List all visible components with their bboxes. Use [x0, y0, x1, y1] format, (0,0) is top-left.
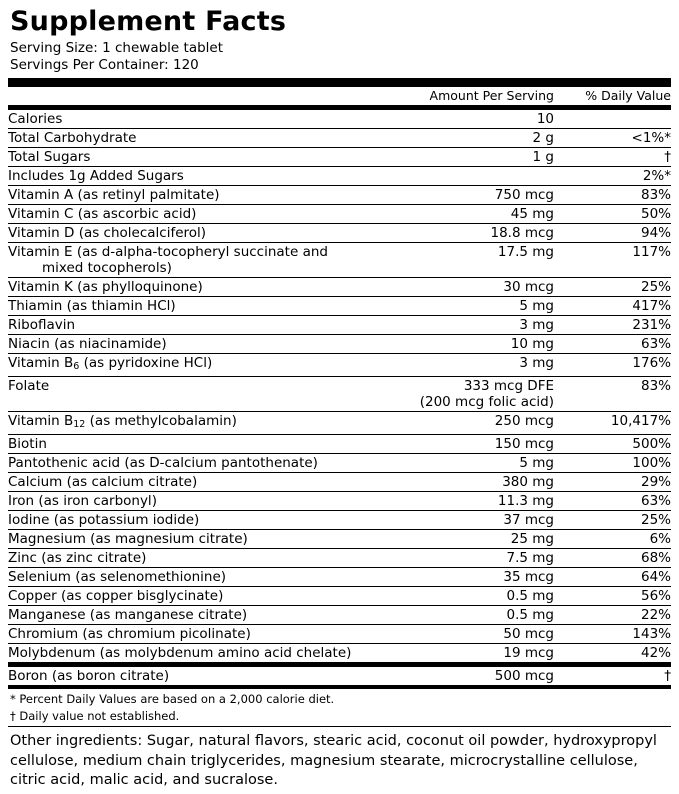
- nutrition-rows-table: [8, 110, 671, 663]
- table-row: [8, 511, 671, 530]
- table-row: [8, 435, 671, 454]
- panel-title: Supplement Facts: [10, 6, 287, 37]
- table-row: [8, 412, 671, 435]
- nutrient-amount: 2 g: [376, 129, 554, 148]
- table-row: [8, 454, 671, 473]
- boron-table: [8, 667, 671, 685]
- nutrition-header-table: [8, 87, 671, 106]
- nutrient-name: Vitamin E (as d-alpha-tocopheryl succinate and mixed tocopherols): [8, 243, 376, 278]
- nutrient-amount: 50 mcg: [376, 625, 554, 644]
- nutrient-daily-value: [554, 110, 671, 129]
- nutrient-name: Vitamin C (as ascorbic acid): [8, 205, 376, 224]
- nutrient-name: Vitamin $B_{12}$ (as methylcobalamin): [8, 412, 376, 435]
- divider-thin-bottom: [8, 726, 671, 727]
- nutrient-daily-value: 22%: [554, 606, 671, 625]
- nutrient-name: Manganese (as manganese citrate): [8, 606, 376, 625]
- nutrient-name: Calcium (as calcium citrate): [8, 473, 376, 492]
- nutrient-daily-value: 117%: [554, 243, 671, 278]
- nutrient-name: Magnesium (as magnesium citrate): [8, 530, 376, 549]
- nutrient-amount: 500 mcg: [494, 668, 554, 684]
- nutrient-amount: 11.3 mg: [376, 492, 554, 511]
- nutrient-amount: 5 mg: [376, 297, 554, 316]
- table-row: [8, 473, 671, 492]
- nutrient-amount: 5 mg: [376, 454, 554, 473]
- nutrient-amount: 150 mcg: [376, 435, 554, 454]
- nutrient-daily-value: 68%: [554, 549, 671, 568]
- nutrient-daily-value: 56%: [554, 587, 671, 606]
- nutrient-daily-value: 500%: [554, 435, 671, 454]
- nutrient-amount: 25 mg: [376, 530, 554, 549]
- nutrient-daily-value: 63%: [554, 492, 671, 511]
- nutrient-name: Calories: [8, 110, 376, 129]
- nutrient-name: Iodine (as potassium iodide): [8, 511, 376, 530]
- header-amount-per-serving: Amount Per Serving: [376, 87, 554, 106]
- footnote-percent-daily-value: * Percent Daily Values are based on a 2,000 calorie diet.: [10, 692, 335, 706]
- table-row: [8, 644, 671, 663]
- servings-per-container: Servings Per Container: 120: [10, 57, 199, 73]
- table-row: [8, 316, 671, 335]
- table-row: [8, 587, 671, 606]
- table-row: [8, 335, 671, 354]
- header-daily-value: % Daily Value: [554, 87, 671, 106]
- other-ingredients: Other ingredients: Sugar, natural flavors, stearic acid, coconut oil powder, hydroxypropyl cellulose, medium chain triglycerides, magnesium stearate, microcrystalline cellulose, citric acid, malic acid, and sucralose.: [10, 733, 657, 788]
- nutrient-daily-value: †: [664, 668, 671, 684]
- nutrient-amount: 10: [376, 110, 554, 129]
- table-row: [8, 129, 671, 148]
- table-row: [8, 625, 671, 644]
- nutrient-daily-value: 10,417%: [554, 412, 671, 435]
- nutrient-amount: 3 mg: [376, 316, 554, 335]
- nutrient-name: Folate: [8, 377, 376, 412]
- table-row: [8, 297, 671, 316]
- nutrient-amount: 1 g: [376, 148, 554, 167]
- nutrient-daily-value: 176%: [554, 354, 671, 377]
- header-spacer: [8, 87, 376, 106]
- table-row: [8, 148, 671, 167]
- nutrient-daily-value: 29%: [554, 473, 671, 492]
- nutrient-amount: 3 mg: [376, 354, 554, 377]
- nutrient-daily-value: 50%: [554, 205, 671, 224]
- nutrient-daily-value: 83%: [554, 377, 671, 412]
- nutrient-name: Copper (as copper bisglycinate): [8, 587, 376, 606]
- nutrient-amount: 19 mcg: [376, 644, 554, 663]
- nutrient-daily-value: 2%*: [554, 167, 671, 186]
- nutrient-amount: 380 mg: [376, 473, 554, 492]
- nutrient-daily-value: 83%: [554, 186, 671, 205]
- nutrient-name: Vitamin K (as phylloquinone): [8, 278, 376, 297]
- table-row: [8, 492, 671, 511]
- nutrient-daily-value: 25%: [554, 278, 671, 297]
- nutrient-daily-value: 100%: [554, 454, 671, 473]
- table-row: [8, 278, 671, 297]
- nutrient-name: Zinc (as zinc citrate): [8, 549, 376, 568]
- nutrient-name: Total Carbohydrate: [8, 129, 376, 148]
- table-row: [8, 186, 671, 205]
- table-row: [8, 243, 671, 278]
- nutrient-name: Biotin: [8, 435, 376, 454]
- footnote-daily-value-not-established: † Daily value not established.: [10, 709, 180, 723]
- nutrient-daily-value: †: [554, 148, 671, 167]
- nutrient-daily-value: 64%: [554, 568, 671, 587]
- nutrient-amount: 333 mcg DFE (200 mcg folic acid): [376, 377, 554, 412]
- nutrient-amount: 7.5 mg: [376, 549, 554, 568]
- nutrient-name: Vitamin $B_6$ (as pyridoxine HCl): [8, 354, 376, 377]
- nutrient-amount: 30 mcg: [376, 278, 554, 297]
- nutrient-amount: 37 mcg: [376, 511, 554, 530]
- table-row: [8, 167, 671, 186]
- nutrient-name: Chromium (as chromium picolinate): [8, 625, 376, 644]
- nutrient-amount: 17.5 mg: [376, 243, 554, 278]
- divider-thick-top: [8, 78, 671, 87]
- table-header-row: [8, 87, 671, 106]
- table-row: [8, 224, 671, 243]
- nutrient-name: Thiamin (as thiamin HCl): [8, 297, 376, 316]
- nutrient-name: Iron (as iron carbonyl): [8, 492, 376, 511]
- nutrient-daily-value: 143%: [554, 625, 671, 644]
- table-row: [8, 354, 671, 377]
- table-row: [8, 110, 671, 129]
- nutrient-name: Vitamin D (as cholecalciferol): [8, 224, 376, 243]
- divider-med-footnotes: [8, 685, 671, 689]
- nutrient-name: Molybdenum (as molybdenum amino acid chelate): [8, 644, 376, 663]
- nutrient-daily-value: 94%: [554, 224, 671, 243]
- nutrient-amount: 250 mcg: [376, 412, 554, 435]
- nutrient-name: Includes 1g Added Sugars: [8, 167, 376, 186]
- nutrient-amount: 45 mg: [376, 205, 554, 224]
- nutrient-name: Pantothenic acid (as D-calcium pantothenate): [8, 454, 376, 473]
- serving-size: Serving Size: 1 chewable tablet: [10, 40, 224, 56]
- nutrient-amount: 750 mcg: [376, 186, 554, 205]
- nutrient-name: Total Sugars: [8, 148, 376, 167]
- nutrient-amount: 10 mg: [376, 335, 554, 354]
- table-row: [8, 568, 671, 587]
- nutrient-daily-value: 6%: [554, 530, 671, 549]
- nutrient-name: Riboflavin: [8, 316, 376, 335]
- table-row: [8, 667, 671, 685]
- nutrient-name: Boron (as boron citrate): [8, 668, 170, 684]
- nutrient-daily-value: 25%: [554, 511, 671, 530]
- nutrient-daily-value: 63%: [554, 335, 671, 354]
- nutrient-amount: 0.5 mg: [376, 587, 554, 606]
- nutrient-amount: [376, 167, 554, 186]
- table-row: [8, 549, 671, 568]
- nutrient-amount: 35 mcg: [376, 568, 554, 587]
- table-row: [8, 606, 671, 625]
- nutrient-name: Selenium (as selenomethionine): [8, 568, 376, 587]
- nutrient-daily-value: 417%: [554, 297, 671, 316]
- table-row: [8, 377, 671, 412]
- nutrient-name: Vitamin A (as retinyl palmitate): [8, 186, 376, 205]
- nutrient-daily-value: <1%*: [554, 129, 671, 148]
- table-row: [8, 205, 671, 224]
- nutrient-amount: 0.5 mg: [376, 606, 554, 625]
- nutrient-daily-value: 231%: [554, 316, 671, 335]
- nutrient-amount: 18.8 mcg: [376, 224, 554, 243]
- nutrient-daily-value: 42%: [554, 644, 671, 663]
- table-row: [8, 530, 671, 549]
- nutrient-name: Niacin (as niacinamide): [8, 335, 376, 354]
